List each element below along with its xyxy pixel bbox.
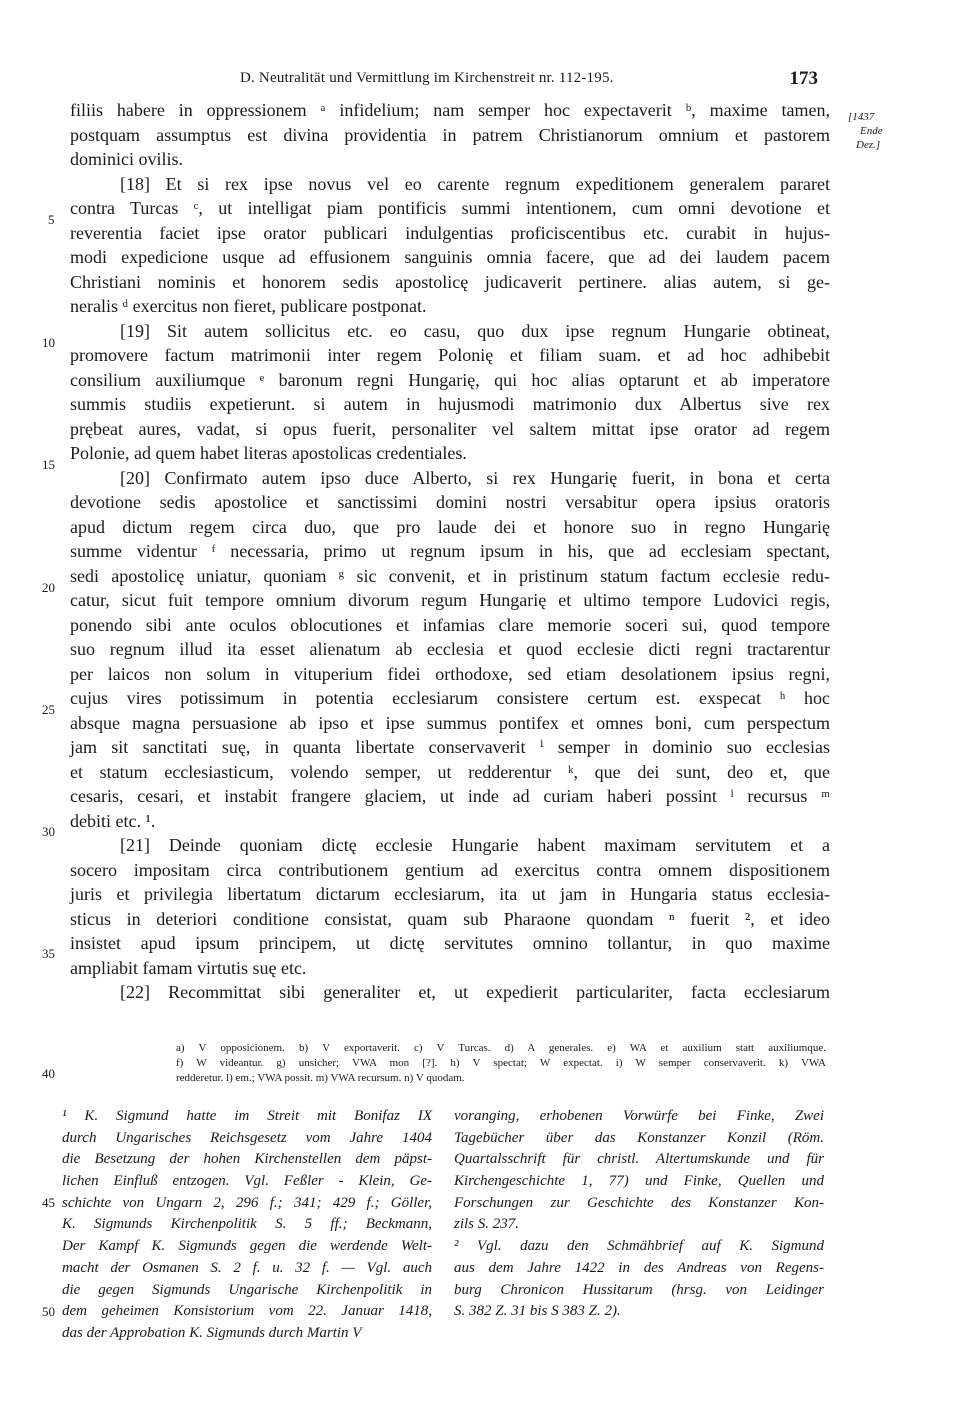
- apparatus-line: a) V opposicionem. b) V exportaverit. c) V Turcas. d) A generales. e) WA et auxilium statt auxiliumque.: [176, 1042, 826, 1054]
- text-line: sticus in deteriori conditione consistat, quam sub Pharaone quondam ⁿ fuerit ², et ideo: [70, 908, 830, 929]
- footnote-line: ² Vgl. dazu den Schmähbrief auf K. Sigmund: [454, 1238, 824, 1255]
- footnote-line: voranging, erhobenen Vorwürfe bei Finke, Zwei: [454, 1108, 824, 1124]
- margin-note-line: Ende: [860, 125, 883, 137]
- footnote-line: Der Kampf K. Sigmunds gegen die werdende Welt-: [62, 1238, 432, 1255]
- text-line: socero impositam circa contributionem gentium ad exercitus contra omnem dispositionem: [70, 859, 830, 880]
- footnote-line: S. 382 Z. 31 bis S 383 Z. 2).: [454, 1303, 621, 1320]
- text-line: summis studiis expetierunt. si autem in hujusmodi matrimonio dux Albertus sive rex: [70, 394, 830, 414]
- line-number: 35: [42, 946, 55, 961]
- margin-note-line: Dez.]: [856, 139, 881, 151]
- line-number: 10: [42, 335, 55, 350]
- text-line: absque magna persuasione ab ipso et ipse summus pontifex et omnes boni, cum perspectum: [70, 712, 830, 733]
- text-line: contra Turcas ᶜ, ut intelligat piam pontificis summi intentionem, cum omni devotione et: [70, 198, 830, 218]
- page-number: 173: [789, 68, 818, 89]
- text-line: consilium auxiliumque ᵉ baronum regni Hungarię, qui hoc alias optarunt et ab imperatore: [70, 369, 830, 390]
- line-number: 50: [42, 1304, 55, 1319]
- footnote-line: burg Chronicon Hussitarum (hrsg. von Leidinger: [454, 1281, 824, 1298]
- text-line: suo regnum illud ita esset alienatum ab ecclesia et quod ecclesie dicti regni tractarentur: [70, 639, 830, 659]
- line-number: 15: [42, 457, 55, 472]
- text-line: [20] Confirmato autem ipso duce Alberto, si rex Hungarię fuerit, in bona et certa: [120, 467, 830, 488]
- footnote-line: durch Ungarisches Reichsgesetz vom Jahre 1404: [62, 1129, 432, 1146]
- line-number: 30: [42, 824, 55, 839]
- margin-date-note: [848, 110, 918, 152]
- line-number: 20: [42, 580, 55, 595]
- footnote-line: dem geheimen Konsistorium vom 22. Januar 1418,: [62, 1303, 432, 1320]
- apparatus-line: redderetur. l) em.; VWA possit. m) VWA recursum. n) V quodam.: [176, 1072, 465, 1084]
- text-line: filiis habere in oppressionem ᵃ infidelium; nam semper hoc expectaverit ᵇ, maxime tamen,: [70, 100, 830, 120]
- text-line: insistet apud ipsum principem, ut dictę servitutes omnino tollantur, in quo maxime: [70, 933, 830, 953]
- text-line: ponendo sibi ante oculos oblocutiones et infamias clare memorie soceri sui, quod tempore: [70, 614, 830, 635]
- margin-note-line: [1437: [848, 111, 875, 123]
- text-line: [18] Et si rex ipse novus vel eo carente regnum expeditionem generalem pararet: [120, 173, 830, 194]
- footnotes-right-column: [454, 1106, 824, 1323]
- text-line: [19] Sit autem sollicitus etc. eo casu, quo dux ipse regnum Hungarie obtineat,: [120, 320, 830, 341]
- text-line: [21] Deinde quoniam dictę ecclesie Hungarie habent maximam servitutem et a: [120, 835, 830, 855]
- footnote-line: das der Approbation K. Sigmunds durch Martin V: [62, 1324, 362, 1341]
- footnotes-left-column: [62, 1106, 432, 1345]
- text-line: catur, sicut fuit tempore omnium divorum regum Hungarię et ultimo tempore Ludovici regis,: [70, 590, 830, 610]
- footnote-line: Forschungen zur Geschichte des Konstanzer Kon-: [454, 1194, 824, 1211]
- footnote-line: die Besetzung der hohen Kirchenstellen dem päpst-: [62, 1151, 432, 1168]
- text-line: reverentia faciet ipse orator publicari indulgentias proficiscentibus etc. curabit in hujus-: [70, 222, 830, 243]
- text-line: postquam assumptus est divina providentia in patrem Christianorum omnium et pastorem: [70, 124, 830, 145]
- text-line: cujus vires potissimum in potentia ecclesiarum consistere certum est. exspecat ʰ hoc: [70, 688, 830, 708]
- text-line: modi expedicione usque ad effusionem sanguinis omnia facere, que ad dei laudem pacem: [70, 247, 830, 267]
- apparatus-line: f) W videantur. g) unsicher; VWA mon [?]. h) V spectat; W expectat. i) W semper conservaverit. k) VWA: [176, 1057, 826, 1069]
- textual-apparatus: [176, 1041, 826, 1086]
- line-number: 25: [42, 702, 55, 717]
- footnote-line: lichen Einfluß entzogen. Vgl. Feßler - Klein, Ge-: [62, 1173, 432, 1190]
- text-line: Christiani nominis et honorem sedis apostolicę judicaverit pertinere. alias autem, si ge-: [70, 271, 830, 292]
- text-line: debiti etc. ¹.: [70, 810, 156, 831]
- text-line: prębeat aures, vadat, si opus fuerit, personaliter vel saltem mittat ipse orator ad regem: [70, 418, 830, 439]
- text-line: summe videntur ᶠ necessaria, primo ut regnum ipsum in his, que ad ecclesiam spectant,: [70, 541, 830, 561]
- footnote-line: Tagebücher über das Konstanzer Konzil (Röm.: [454, 1129, 824, 1146]
- footnote-line: zils S. 237.: [454, 1216, 520, 1233]
- footnote-line: schichte von Ungarn 2, 296 f.; 341; 429 f.; Göller,: [62, 1194, 432, 1211]
- text-line: [22] Recommittat sibi generaliter et, ut expedierit particulariter, facta ecclesiarum: [120, 982, 830, 1002]
- line-number: 45: [42, 1195, 55, 1210]
- footnote-line: aus dem Jahre 1422 in des Andreas von Regens-: [454, 1259, 824, 1276]
- text-line: et statum ecclesiasticum, volendo semper, ut redderentur ᵏ, que dei sunt, deo et, que: [70, 761, 830, 782]
- footnote-line: K. Sigmunds Kirchenpolitik S. 5 ff.; Beckmann,: [62, 1216, 432, 1233]
- footnote-line: Quartalsschrift für christl. Altertumskunde und für: [454, 1151, 824, 1168]
- running-title: D. Neutralität und Vermittlung im Kirchenstreit nr. 112-195.: [240, 70, 614, 86]
- text-line: apud dictum regem circa duo, que pro laude dei et honore suo in regno Hungarię: [70, 516, 830, 537]
- text-line: Polonie, ad quem habet literas apostolicas credentiales.: [70, 443, 467, 463]
- line-number: 40: [42, 1066, 55, 1081]
- text-line: sedi apostolicę uniatur, quoniam ᵍ sic convenit, et in pristinum statum factum ecclesie redu-: [70, 565, 830, 586]
- line-number: 5: [48, 212, 55, 227]
- text-line: dominici ovilis.: [70, 149, 184, 169]
- text-line: promovere factum matrimonii inter regem Polonię et filiam suam. et ad hoc adhibebit: [70, 345, 830, 365]
- text-line: juris et privilegia libertatum dictarum ecclesiarum, ita ut jam in Hungaria status ecclesia-: [70, 884, 830, 904]
- footnote-line: die gegen Sigmunds Ungarische Kirchenpolitik in: [62, 1281, 432, 1298]
- footnote-line: ¹ K. Sigmund hatte im Streit mit Bonifaz IX: [62, 1108, 432, 1124]
- text-line: devotione sedis apostolice et sanctissimi domini nostri versabitur opera ipsius oratoris: [70, 492, 830, 512]
- text-line: cesaris, cesari, et instabit frangere glaciem, ut inde ad curiam haberi possint ˡ recursus ᵐ: [70, 786, 830, 806]
- main-text: [70, 98, 830, 1005]
- text-line: neralis ᵈ exercitus non fieret, publicare postponat.: [70, 296, 427, 316]
- text-line: per laicos non solum in vituperium fidei orthodoxe, sed etiam desolationem ipsius regni,: [70, 663, 830, 684]
- text-line: jam sit sanctitati suę, in quanta libertate conservaverit ⁱ semper in dominio suo ecclesias: [70, 737, 830, 757]
- footnote-line: Kirchengeschichte 1, 77) und Finke, Quellen und: [454, 1173, 824, 1190]
- footnote-line: macht der Osmanen S. 2 f. u. 32 f. — Vgl. auch: [62, 1259, 432, 1276]
- running-header: [70, 70, 830, 94]
- text-line: ampliabit famam virtutis suę etc.: [70, 957, 307, 978]
